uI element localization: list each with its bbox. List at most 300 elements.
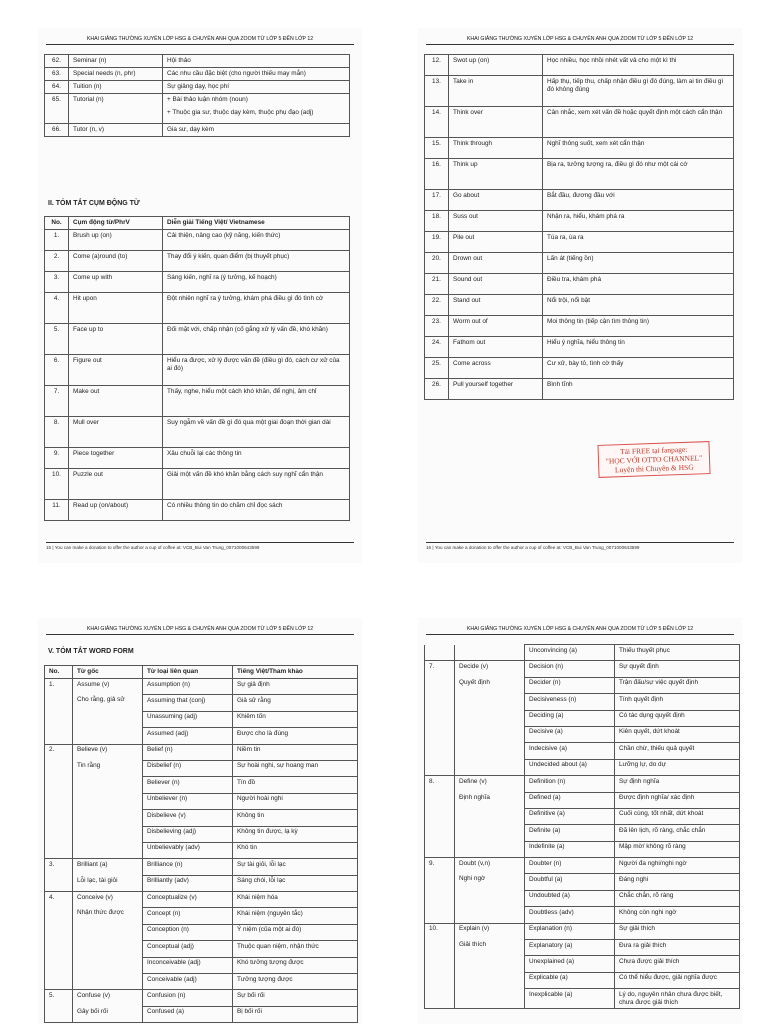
vietnamese-meaning: Thấy, nghe, hiểu một cách khó khăn, để nghị, âm chỉ [163,386,350,417]
table-row [45,826,358,842]
col-header-vietnamese: Tiếng Việt/Tham khảo [233,666,358,679]
phrasal-verb: Drown out [449,253,543,274]
row-number: 16. [425,159,449,190]
row-number [425,956,455,972]
related-form: Indecisive (a) [525,743,615,759]
vietnamese-meaning: Suy ngẫm về vấn đề gì đó qua một giai đoạn thời gian dài [163,417,350,448]
root-word: Doubt (v,n) [455,858,525,874]
related-form: Definite (a) [525,825,615,841]
related-form: Explicable (a) [525,972,615,988]
root-word [73,793,143,809]
root-word [73,974,143,990]
phrasal-verb: Fathom out [449,337,543,358]
vietnamese-meaning: Sáng kiến, nghĩ ra (ý tưởng, kế hoạch) [163,272,350,293]
row-number: 63. [45,68,69,81]
vietnamese-meaning: Chần chừ, thiếu quả quyết [615,743,740,759]
related-form: Believer (n) [143,777,233,793]
table-row [45,793,358,809]
vietnamese-meaning: Tín đồ [233,777,358,793]
vietnamese-meaning: Sự giả định [233,679,358,695]
root-word: Conceive (v) [73,892,143,908]
vietnamese-meaning: Cân nhắc, xem xét vấn đề hoặc quyết định một cách cẩn thận [543,107,734,138]
table-row [425,211,734,232]
root-word [455,907,525,923]
root-word [455,956,525,972]
vietnamese-meaning: Moi thông tin (tiếp cận tìm thông tin) [543,316,734,337]
vietnamese-meaning: Sự quyết định [615,661,740,677]
row-number: 19. [425,232,449,253]
row-number [45,728,73,744]
vietnamese-meaning: Kiên quyết, dứt khoát [615,726,740,742]
page-header: KHAI GIẢNG THƯỜNG XUYÊN LỚP HSG & CHUYÊN ANH QUA ZOOM TỪ LỚP 5 ĐẾN LỚP 12 [426,626,734,635]
table-row [45,469,350,500]
table-row [45,1006,358,1022]
root-word [73,826,143,842]
root-word [73,941,143,957]
row-number: 9. [425,858,455,874]
vietnamese-meaning: Khiêm tốn [233,711,358,727]
table-row [45,251,350,272]
row-number: 18. [425,211,449,232]
related-form: Confusion (n) [143,990,233,1006]
phrasal-verb: Come (a)round (to) [69,251,163,272]
related-form: Assumed (adj) [143,728,233,744]
table-row [45,842,358,858]
root-word [455,645,525,661]
phrasal-verb: Brush up (on) [69,230,163,251]
vietnamese-meaning: Bị bối rối [233,1006,358,1022]
col-header-related: Từ loại liên quan [143,666,233,679]
root-word: Nhận thức được [73,908,143,924]
table-row [425,274,734,295]
page-18 [418,618,742,1024]
related-form: Confused (a) [143,1006,233,1022]
meaning-line: Sự giảng dạy, học phí [167,83,230,90]
root-word: Decide (v) [455,661,525,677]
root-word: Giải thích [455,940,525,956]
page-header: KHAI GIẢNG THƯỜNG XUYÊN LỚP HSG & CHUYÊN ANH QUA ZOOM TỪ LỚP 5 ĐẾN LỚP 12 [46,626,354,635]
vietnamese-meaning: Sự hoài nghi, sự hoang man [233,760,358,776]
vietnamese-meaning: Người hoài nghi [233,793,358,809]
row-number: 1. [45,230,69,251]
page-number: 16 [426,545,432,550]
row-number: 24. [425,337,449,358]
table-row [425,808,740,824]
vietnamese-meaning: Lấn át (tiếng ồn) [543,253,734,274]
related-form: Doubter (n) [525,858,615,874]
table-row [45,859,358,875]
table-row [425,874,740,890]
meaning-line: + Thuộc gia sư, thuộc dạy kèm, thuộc phụ đạo (adj) [167,109,314,116]
vietnamese-meaning: Nghĩ thông suốt, xem xét cẩn thận [543,138,734,159]
root-word: Assume (v) [73,679,143,695]
related-form: Disbelieve (v) [143,810,233,826]
row-number [45,711,73,727]
row-number: 3. [45,859,73,875]
root-word [455,841,525,857]
table-row [45,695,358,711]
row-number [45,974,73,990]
row-number: 22. [425,295,449,316]
section-title: II. TÓM TẮT CỤM ĐỘNG TỪ [48,200,140,207]
table-row [45,355,350,386]
vocab-meaning [163,124,350,137]
col-header-no: No. [45,217,69,230]
phrasal-verb: Mull over [69,417,163,448]
vietnamese-meaning: Nhận ra, hiểu, khám phá ra [543,211,734,232]
vocab-word: Special needs (n, phr) [69,68,163,81]
table-row [45,417,350,448]
table-row [45,777,358,793]
vietnamese-meaning: Túa ra, ùa ra [543,232,734,253]
related-form: Unconvincing (a) [525,645,615,661]
vietnamese-meaning: Ý niệm (của một ai đó) [233,924,358,940]
meaning-line: Các nhu cầu đặc biệt (cho người thiếu may mắn) [167,70,306,77]
vocab-meaning [163,68,350,81]
root-word [455,743,525,759]
row-number [425,907,455,923]
root-word: Brilliant (a) [73,859,143,875]
table-row [425,743,740,759]
footer-text: | You can make a donation to offer the author a cup of coffee at: VCB_Bui Van Trung_0071000643599 [52,545,260,550]
root-word [73,711,143,727]
row-number [425,743,455,759]
row-number [425,726,455,742]
row-number: 65. [45,94,69,124]
table-row [425,159,734,190]
phrasal-verb: Make out [69,386,163,417]
vietnamese-meaning: Được định nghĩa/ xác định [615,792,740,808]
table-row [45,941,358,957]
root-word: Quyết định [455,677,525,693]
row-number: 5. [45,324,69,355]
row-number [425,792,455,808]
phrasal-verb: Piece together [69,448,163,469]
page-15 [38,28,362,563]
root-word [73,777,143,793]
table-row [425,316,734,337]
root-word: Explain (v) [455,923,525,939]
table-row [425,710,740,726]
row-number: 15. [425,138,449,159]
related-form: Conception (n) [143,924,233,940]
vietnamese-meaning: Cư xử, bày tỏ, tình cờ thấy [543,358,734,379]
row-number [45,777,73,793]
related-form: Doubtful (a) [525,874,615,890]
vietnamese-meaning: Điều tra, khám phá [543,274,734,295]
table-row [425,989,740,1009]
row-number: 11. [45,500,69,521]
meaning-line: Hội thảo [167,57,191,64]
vietnamese-meaning: Đột nhiên nghĩ ra ý tưởng, khám phá điều gì đó tình cờ [163,293,350,324]
col-header-vietnamese: Diễn giải Tiếng Việt/ Vietnamese [163,217,350,230]
page-footer [46,542,354,550]
table-row [45,324,350,355]
vietnamese-meaning: Khái niệm hóa [233,892,358,908]
vietnamese-meaning: Không tin [233,810,358,826]
vocab-meaning [163,81,350,94]
vocab-word: Tutorial (n) [69,94,163,124]
row-number [45,908,73,924]
row-number [45,875,73,891]
page-17 [38,618,362,1024]
related-form: Disbelief (n) [143,760,233,776]
table-row [425,907,740,923]
vietnamese-meaning: Có nhiều thông tin do chăm chỉ đọc sách [163,500,350,521]
row-number [45,810,73,826]
related-form: Definitive (a) [525,808,615,824]
root-word [73,924,143,940]
phrasal-verb-table [44,216,350,521]
related-form: Unbeliever (n) [143,793,233,809]
phrasal-verb: Suss out [449,211,543,232]
vietnamese-meaning: Cải thiện, nâng cao (kỹ năng, kiến thức) [163,230,350,251]
stamp-line-2: "HỌC VỚI OTTO CHANNEL" [605,453,703,466]
related-form: Brilliantly (adv) [143,875,233,891]
vocab-meaning [163,55,350,68]
vietnamese-meaning: Chắc chắn, rõ ràng [615,890,740,906]
phrasal-verb: Come up with [69,272,163,293]
table-row [45,124,350,137]
page-number: 15 [46,545,52,550]
related-form: Deciding (a) [525,710,615,726]
page-footer [426,542,734,550]
root-word [73,728,143,744]
related-form: Conceivable (adj) [143,974,233,990]
table-row [45,728,358,744]
row-number: 1. [45,679,73,695]
page-header: KHAI GIẢNG THƯỜNG XUYÊN LỚP HSG & CHUYÊN ANH QUA ZOOM TỪ LỚP 5 ĐẾN LỚP 12 [426,36,734,45]
vietnamese-meaning: Được cho là đúng [233,728,358,744]
phrasal-verb: Think through [449,138,543,159]
phrasal-verb: Sound out [449,274,543,295]
vietnamese-meaning: Tưởng tượng được [233,974,358,990]
root-word [455,989,525,1009]
table-row [425,940,740,956]
related-form: Undecided about (a) [525,759,615,775]
table-row [45,924,358,940]
vietnamese-meaning: Giả sử rằng [233,695,358,711]
vietnamese-meaning: Không còn nghi ngờ [615,907,740,923]
table-row [425,661,740,677]
row-number: 25. [425,358,449,379]
root-word: Gây bối rối [73,1006,143,1022]
phrasal-verb-table-cont [424,54,734,400]
row-number: 12. [425,55,449,76]
col-header-phrasal-verb: Cụm động từ/PhrV [69,217,163,230]
vocab-table [44,54,350,137]
row-number: 13. [425,76,449,107]
phrasal-verb: Think over [449,107,543,138]
vietnamese-meaning: Hấp thụ, tiếp thu, chấp nhận điều gì đó đúng, làm ai tin điều gì đó không đúng [543,76,734,107]
phrasal-verb: Stand out [449,295,543,316]
table-row [425,841,740,857]
table-row [45,55,350,68]
vietnamese-meaning: Lưỡng lự, do dự [615,759,740,775]
table-row [425,138,734,159]
root-word: Believe (v) [73,744,143,760]
row-number [425,874,455,890]
row-number: 7. [45,386,69,417]
table-row [425,55,734,76]
vietnamese-meaning: Sự giải thích [615,923,740,939]
related-form: Unbelievably (adv) [143,842,233,858]
row-number [425,940,455,956]
table-row [45,68,350,81]
table-row [45,272,350,293]
row-number: 64. [45,81,69,94]
root-word [73,810,143,826]
row-number [425,645,455,661]
table-row [425,726,740,742]
table-row [425,253,734,274]
related-form: Explanatory (a) [525,940,615,956]
row-number: 17. [425,190,449,211]
vietnamese-meaning: Xâu chuỗi lại các thông tin [163,448,350,469]
table-row [425,190,734,211]
related-form: Assuming that (conj) [143,695,233,711]
related-form: Conceptual (adj) [143,941,233,957]
root-word: Cho rằng, giả sử [73,695,143,711]
table-row [45,711,358,727]
row-number: 21. [425,274,449,295]
phrasal-verb: Go about [449,190,543,211]
related-form: Unassuming (adj) [143,711,233,727]
row-number [45,957,73,973]
vietnamese-meaning: Nổi trội, nổi bật [543,295,734,316]
table-row [45,744,358,760]
row-number [45,760,73,776]
row-number [425,759,455,775]
related-form: Explanation (n) [525,923,615,939]
row-number [45,793,73,809]
page-header: KHAI GIẢNG THƯỜNG XUYÊN LỚP HSG & CHUYÊN ANH QUA ZOOM TỪ LỚP 5 ĐẾN LỚP 12 [46,36,354,45]
related-form: Inexplicable (a) [525,989,615,1009]
vietnamese-meaning: Thuộc quan niệm, nhận thức [233,941,358,957]
table-row [45,810,358,826]
related-form: Decision (n) [525,661,615,677]
root-word [455,759,525,775]
table-row [425,792,740,808]
row-number [425,972,455,988]
table-row [425,825,740,841]
root-word: Confuse (v) [73,990,143,1006]
row-number [425,989,455,1009]
row-number [425,694,455,710]
word-form-table [44,665,358,1023]
meaning-line: Gia sư, dạy kèm [167,126,214,133]
related-form: Concept (n) [143,908,233,924]
root-word: Define (v) [455,776,525,792]
vietnamese-meaning: Sự bối rối [233,990,358,1006]
related-form: Belief (n) [143,744,233,760]
related-form: Decisive (a) [525,726,615,742]
phrasal-verb: Figure out [69,355,163,386]
vietnamese-meaning: Thiếu thuyết phục [615,645,740,661]
row-number: 2. [45,744,73,760]
table-row [425,337,734,358]
vietnamese-meaning: Không tin được, lạ kỳ [233,826,358,842]
phrasal-verb: Take in [449,76,543,107]
section-title: V. TÓM TẮT WORD FORM [48,648,134,655]
phrasal-verb: Think up [449,159,543,190]
row-number: 10. [45,469,69,500]
related-form: Undoubted (a) [525,890,615,906]
related-form: Defined (a) [525,792,615,808]
related-form: Disbelieving (adj) [143,826,233,842]
vocab-word: Tuition (n) [69,81,163,94]
footer-text: | You can make a donation to offer the author a cup of coffee at: VCB_Bui Van Trung_0071000643599 [432,545,640,550]
vietnamese-meaning: Có tác dụng quyết định [615,710,740,726]
meaning-line: + Bài thảo luận nhóm (noun) [167,96,248,103]
root-word [455,710,525,726]
row-number: 4. [45,892,73,908]
phrasal-verb: Puzzle out [69,469,163,500]
row-number: 9. [45,448,69,469]
table-row [45,908,358,924]
row-number: 7. [425,661,455,677]
table-row [425,890,740,906]
root-word: Lỗi lạc, tài giỏi [73,875,143,891]
related-form: Brilliance (n) [143,859,233,875]
vietnamese-meaning: Hiểu ý nghĩa, hiểu thông tin [543,337,734,358]
table-row [45,500,350,521]
phrasal-verb: Swot up (on) [449,55,543,76]
table-row [425,295,734,316]
page-16 [418,28,742,563]
vietnamese-meaning: Mập mờ/ không rõ ràng [615,841,740,857]
vocab-word: Tutor (n, v) [69,124,163,137]
root-word [455,972,525,988]
related-form: Inconceivable (adj) [143,957,233,973]
table-row [45,230,350,251]
vietnamese-meaning: Đưa ra giải thích [615,940,740,956]
vocab-meaning [163,94,350,124]
table-row [45,892,358,908]
table-row [425,379,734,400]
table-row [45,386,350,417]
vietnamese-meaning: Niềm tin [233,744,358,760]
table-row [425,694,740,710]
root-word: Nghi ngờ [455,874,525,890]
row-number [45,826,73,842]
row-number: 2. [45,251,69,272]
row-number: 5. [45,990,73,1006]
table-row [425,107,734,138]
root-word [455,726,525,742]
table-row [45,974,358,990]
phrasal-verb: Come across [449,358,543,379]
vietnamese-meaning: Hiểu ra được, xử lý được vấn đề (điều gì đó, cách cư xử của ai đó) [163,355,350,386]
related-form: Conceptualize (v) [143,892,233,908]
row-number: 14. [425,107,449,138]
row-number: 8. [45,417,69,448]
row-number [425,808,455,824]
table-row [45,94,350,124]
row-number: 26. [425,379,449,400]
row-number [45,842,73,858]
row-number [425,677,455,693]
vietnamese-meaning: Trận đấu/sự việc quyết định [615,677,740,693]
root-word: Tin rằng [73,760,143,776]
root-word [455,808,525,824]
vietnamese-meaning: Sáng chói, lỗi lạc [233,875,358,891]
vietnamese-meaning: Học nhiều, học nhồi nhét vất vả cho một kì thi [543,55,734,76]
stamp-line-3: Luyện thi Chuyên & HSG [614,462,694,475]
phrasal-verb: Pile out [449,232,543,253]
vietnamese-meaning: Khái niệm (nguyên tắc) [233,908,358,924]
vietnamese-meaning: Sự định nghĩa [615,776,740,792]
